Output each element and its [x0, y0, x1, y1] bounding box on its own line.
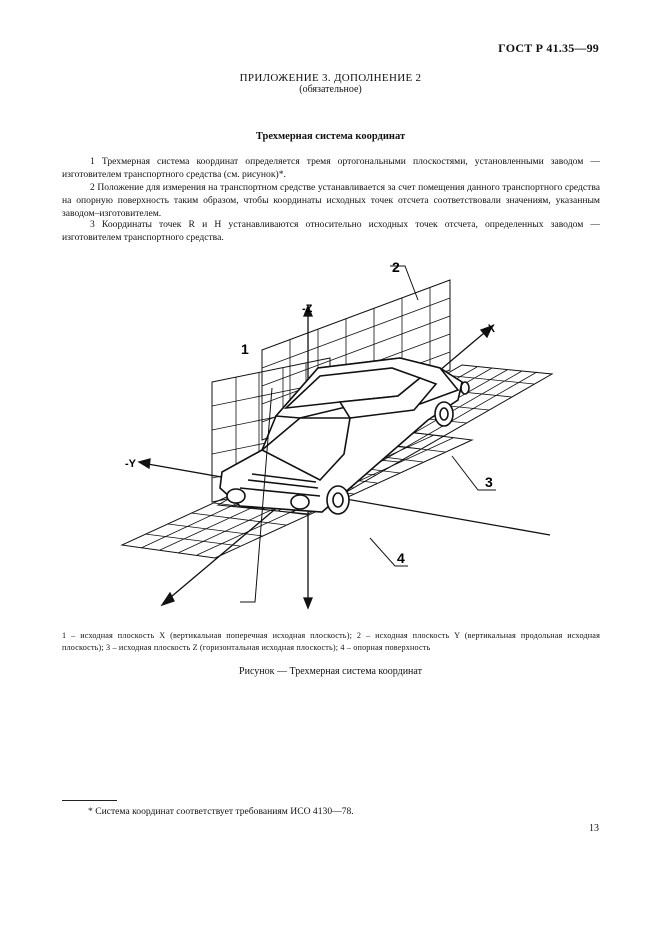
document-code: ГОСТ Р 41.35—99	[498, 41, 599, 55]
axis-label-x: -X	[484, 323, 495, 335]
appendix-subtitle: (обязательное)	[299, 84, 362, 95]
paragraph-2: 2 Положение для измерения на транспортном средстве устанавливается за счет помещения данного транспортного средства на опорную поверхность таким образом, чтобы координаты исходных точек отсчета соответствовали значениям, указанным заводом–изготовителем.	[62, 182, 600, 220]
axis-label-y: -Y	[125, 458, 136, 470]
page-number: 13	[589, 823, 599, 834]
axis-label-z: -Z	[302, 303, 313, 315]
appendix-title: ПРИЛОЖЕНИЕ 3. ДОПОЛНЕНИЕ 2	[239, 72, 422, 84]
footnote: * Система координат соответствует требованиям ИСО 4130—78.	[88, 806, 354, 817]
paragraph-3: 3 Координаты точек R и H устанавливаются относительно исходных точек отсчета, определенных заводом — изготовителем транспортного средства.	[62, 219, 600, 244]
footnote-divider	[62, 800, 117, 801]
paragraph-1: 1 Трехмерная система координат определяется тремя ортогональными плоскостями, установленными заводом — изготовителем транспортного средства (см. рисунок)*.	[62, 156, 600, 181]
coordinate-system-figure	[0, 250, 661, 620]
section-title: Трехмерная система координат	[255, 131, 406, 142]
figure-title: Рисунок — Трехмерная система координат	[239, 666, 422, 677]
callout-4: 4	[397, 550, 405, 566]
figure-legend: 1 – исходная плоскость X (вертикальная поперечная исходная плоскость); 2 – исходная плоскость Y (вертикальная продольная исходная плоскость); 3 – исходная плоскость Z (горизонтальная исходная плоскость); 4 – опорная поверхность	[62, 631, 600, 652]
callout-1: 1	[241, 341, 249, 357]
callout-2: 2	[392, 259, 400, 275]
callout-3: 3	[485, 474, 493, 490]
